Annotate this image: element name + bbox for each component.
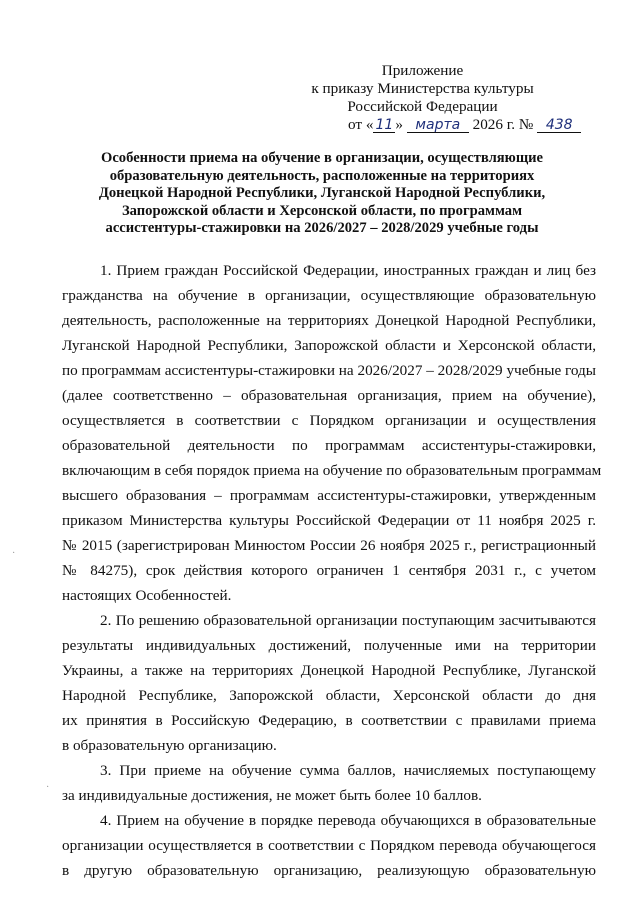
order-day: 11 bbox=[373, 118, 395, 133]
paragraph-2-line: Украины, а также на территориях Донецкой Народной Республике, Луганской bbox=[62, 662, 596, 679]
paragraph-1-line: (далее соответственно – образовательная организация, прием на обучение), bbox=[62, 387, 596, 404]
paragraph-1-line: включающим в себя порядок приема на обучение по образовательным программам bbox=[62, 462, 602, 479]
paragraph-1-line: деятельность, расположенные на территориях Донецкой Народной Республики, bbox=[62, 312, 596, 329]
paragraph-4-line: в другую образовательную организацию, реализующую образовательную bbox=[62, 862, 596, 879]
appendix-label: Приложение bbox=[381, 62, 464, 79]
paragraph-3-line: за индивидуальные достижения, не может быть более 10 баллов. bbox=[62, 787, 482, 804]
title-line: Донецкой Народной Республики, Луганской Народной Республики, bbox=[98, 185, 546, 202]
paragraph-1-line: настоящих Особенностей. bbox=[62, 587, 232, 604]
order-month: марта bbox=[407, 118, 469, 133]
paragraph-4-line: организации осуществляется в соответствии с Порядком перевода обучающегося bbox=[62, 837, 596, 854]
scan-speck: · bbox=[12, 548, 16, 559]
order-date-line: от « 11 » марта 2026 г. № 438 bbox=[300, 116, 545, 134]
paragraph-2-line: в образовательную организацию. bbox=[62, 737, 277, 754]
paragraph-1-line: приказом Министерства культуры Российской Федерации от 11 ноября 2025 г. bbox=[62, 512, 596, 529]
order-number: 438 bbox=[537, 118, 581, 133]
paragraph-3-line: 3. При приеме на обучение сумма баллов, начисляемых поступающему bbox=[100, 762, 596, 779]
paragraph-1-line: гражданства на обучение в организации, осуществляющие образовательную bbox=[62, 287, 596, 304]
paragraph-1-line: по программам ассистентуры-стажировки на 2026/2027 – 2028/2029 учебные годы bbox=[62, 362, 596, 379]
scan-speck: · bbox=[46, 782, 50, 793]
paragraph-1-line: 1. Прием граждан Российской Федерации, иностранных граждан и лиц без bbox=[100, 262, 596, 279]
paragraph-1-line: образовательной деятельности по программам ассистентуры-стажировки, bbox=[62, 437, 596, 454]
paragraph-1-line: осуществляется в соответствии с Порядком организации и осуществления bbox=[62, 412, 596, 429]
paragraph-4-line: 4. Прием на обучение в порядке перевода обучающихся в образовательные bbox=[100, 812, 596, 829]
title-line: Запорожской области и Херсонской области, по программам bbox=[121, 202, 523, 219]
paragraph-1-line: № 2015 (зарегистрирован Минюстом России 26 ноября 2025 г., регистрационный bbox=[62, 537, 596, 554]
title-line: ассистентуры-стажировки на 2026/2027 – 2028/2029 учебные годы bbox=[105, 220, 539, 237]
appendix-order-ref: к приказу Министерства культуры bbox=[311, 80, 534, 97]
title-line: образовательную деятельность, расположенные на территориях bbox=[109, 167, 535, 184]
paragraph-1-line: высшего образования – программам ассистентуры-стажировки, утвержденным bbox=[62, 487, 596, 504]
paragraph-2-line: их принятия в Российскую Федерацию, в соответствии с правилами приема bbox=[62, 712, 596, 729]
paragraph-2-line: 2. По решению образовательной организации поступающим засчитываются bbox=[100, 612, 596, 629]
paragraph-1-line: № 84275), срок действия которого ограничен 1 сентября 2031 г., с учетом bbox=[62, 562, 596, 579]
title-line: Особенности приема на обучение в организации, осуществляющие bbox=[100, 150, 544, 166]
appendix-ministry: Российской Федерации bbox=[347, 98, 498, 115]
paragraph-1-line: Луганской Народной Республики, Запорожской области и Херсонской области, bbox=[62, 337, 596, 354]
paragraph-2-line: результаты индивидуальных достижений, полученные ими на территории bbox=[62, 637, 596, 654]
paragraph-2-line: Народной Республике, Запорожской области, Херсонской области до дня bbox=[62, 687, 596, 704]
